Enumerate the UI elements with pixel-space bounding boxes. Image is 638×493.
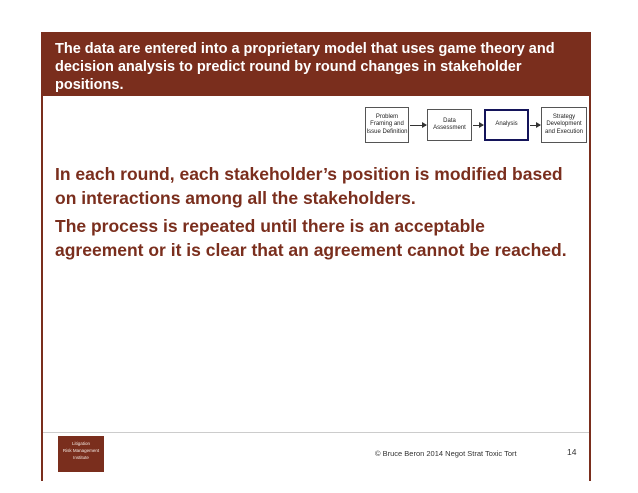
body-paragraph-1: In each round, each stakeholder’s position is modified based on interactions among all the stakeholders. [55,164,563,208]
step-label: Problem Framing and Issue Definition [366,113,408,135]
footer-rule [43,432,589,433]
step-data-assessment [427,109,472,141]
step-label: Analysis [495,121,518,128]
logo-line: Risk Management [62,448,100,453]
arrow-connector [530,125,540,126]
slide-title: The data are entered into a proprietary model that uses game theory and decision analysis to predict round by round changes in stakeholder positions. [55,41,555,93]
step-problem-framing [365,107,409,143]
left-border-line [41,32,43,481]
body-paragraph-2: The process is repeated until there is an acceptable agreement or it is clear that an agreement cannot be reached. [55,216,567,260]
step-strategy-development [541,107,587,143]
step-analysis [484,109,529,141]
copyright-text: © Bruce Beron 2014 Negot Strat Toxic Tort [375,449,517,458]
page-number: 14 [567,447,577,457]
step-label: Strategy Development and Execution [544,113,584,135]
logo-line: Litigation [71,441,90,446]
step-label: Data Assessment [433,117,466,131]
title-bar [43,32,589,96]
logo-line: Institute [73,455,89,460]
institute-logo [58,436,104,472]
arrow-connector [410,125,426,126]
arrow-connector [473,125,483,126]
right-border-line [589,32,591,481]
